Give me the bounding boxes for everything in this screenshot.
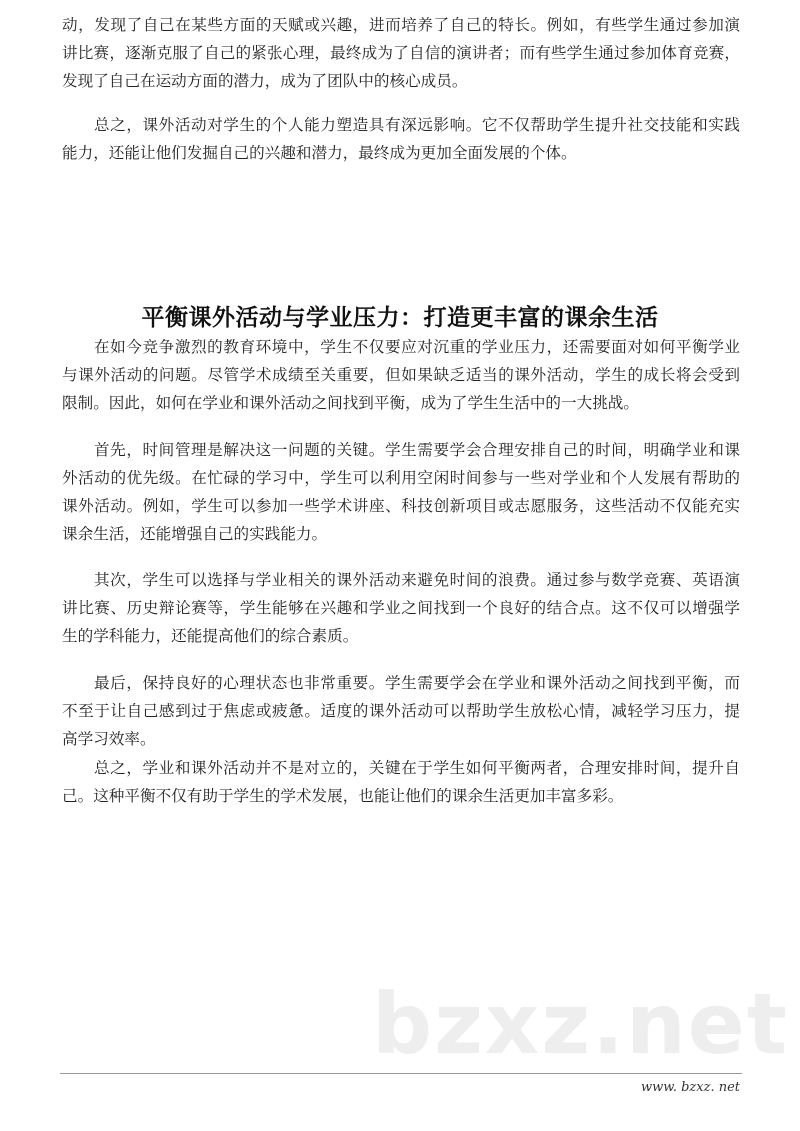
paragraph <box>62 566 740 650</box>
paragraph-line: 与课外活动的问题。尽管学术成绩至关重要，但如果缺乏适当的课外活动，学生的成长将会受到 <box>62 366 740 384</box>
paragraph-line: 最后，保持良好的心理状态也非常重要。学生需要学会在学业和课外活动之间找到平衡，而 <box>94 674 740 692</box>
paragraph-line: 总之，学业和课外活动并不是对立的，关键在于学生如何平衡两者，合理安排时间，提升自 <box>94 759 740 777</box>
paragraph-line: 讲比赛、历史辩论赛等，学生能够在兴趣和学业之间找到一个良好的结合点。这不仅可以增强学 <box>62 599 740 617</box>
paragraph-line: 讲比赛，逐渐克服了自己的紧张心理，最终成为了自信的演讲者；而有些学生通过参加体育竞赛， <box>62 44 740 62</box>
paragraph-line: 课外活动。例如，学生可以参加一些学术讲座、科技创新项目或志愿服务，这些活动不仅能充实 <box>62 497 740 515</box>
footer-divider <box>60 1073 742 1074</box>
paragraph-line: 己。这种平衡不仅有助于学生的学术发展，也能让他们的课余生活更加丰富多彩。 <box>62 787 624 805</box>
paragraph-line: 外活动的优先级。在忙碌的学习中，学生可以利用空闲时间参与一些对学业和个人发展有帮助的 <box>62 469 740 487</box>
paragraph-line: 其次，学生可以选择与学业相关的课外活动来避免时间的浪费。通过参与数学竞赛、英语演 <box>94 571 740 589</box>
paragraph <box>62 669 740 753</box>
paragraph-line: 限制。因此，如何在学业和课外活动之间找到平衡，成为了学生生活中的一大挑战。 <box>62 394 639 412</box>
watermark-logo: bzxz.net <box>372 975 789 1073</box>
paragraph-line: 生的学科能力，还能提高他们的综合素质。 <box>62 627 359 645</box>
footer-url: www. bzxz. net <box>640 1080 740 1095</box>
paragraph-line: 首先，时间管理是解决这一问题的关键。学生需要学会合理安排自己的时间，明确学业和课 <box>94 441 740 459</box>
paragraph <box>62 111 740 167</box>
paragraph-line: 发现了自己在运动方面的潜力，成为了团队中的核心成员。 <box>62 72 468 90</box>
section-title: 平衡课外活动与学业压力：打造更丰富的课余生活 <box>141 304 659 332</box>
paragraph-line: 高学习效率。 <box>62 730 156 748</box>
paragraph-line: 课余生活，还能增强自己的实践能力。 <box>62 525 328 543</box>
paragraph-line: 不至于让自己感到过于焦虑或疲惫。适度的课外活动可以帮助学生放松心情，减轻学习压力，提 <box>62 702 740 720</box>
paragraph-line: 能力，还能让他们发掘自己的兴趣和潜力，最终成为更加全面发展的个体。 <box>62 144 577 162</box>
paragraph-line: 在如今竞争激烈的教育环境中，学生不仅要应对沉重的学业压力，还需要面对如何平衡学业 <box>94 338 740 356</box>
paragraph <box>62 333 740 417</box>
paragraph-line: 动，发现了自己在某些方面的天赋或兴趣，进而培养了自己的特长。例如，有些学生通过参加演 <box>62 16 740 34</box>
paragraph <box>62 436 740 548</box>
paragraph <box>62 11 740 95</box>
paragraph-line: 总之，课外活动对学生的个人能力塑造具有深远影响。它不仅帮助学生提升社交技能和实践 <box>94 116 740 134</box>
paragraph <box>62 754 740 810</box>
